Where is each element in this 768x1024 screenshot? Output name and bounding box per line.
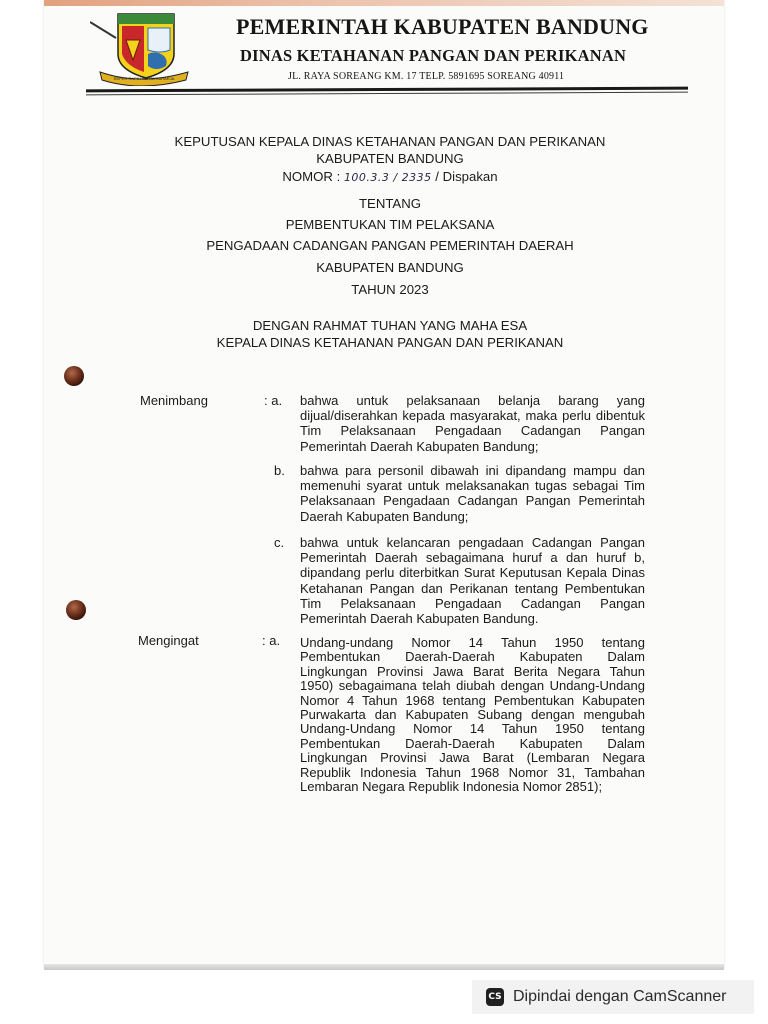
camscanner-badge [472,980,754,1014]
punch-hole-bottom [66,600,86,620]
menimbang-c-text: bahwa untuk kelancaran pengadaan Cadangan Pangan Pemerintah Daerah sebagaimana huruf a dan huruf b, dipandang perlu diterbitkan Surat Keputusan Kepala Dinas Ketahanan Pangan dan Perikanan tentang Pembentukan Tim Pelaksanaan Pengadaan Cadangan Pangan Pemerintah Daerah Kabupaten Bandung. [300,535,645,627]
preamble-line2: KEPALA DINAS KETAHANAN PANGAN DAN PERIKANAN [216,335,564,350]
decree-number-prefix: NOMOR : [282,169,344,184]
letterhead-government: PEMERINTAH KABUPATEN BANDUNG [236,14,649,39]
mengingat-a-text: Undang-undang Nomor 14 Tahun 1950 tentang Pembentukan Daerah-Daerah Kabupaten Dalam Lingkungan Provinsi Jawa Barat Berita Negara Tahun 1950) sebagaimana telah diubah dengan Undang-Undang Nomor 4 Tahun 1968 tentang Pembentukan Kabupaten Purwakarta dan Kabupaten Subang dengan mengubah Undang-Undang Nomor 14 Tahun 1950 tentang Pembentukan Daerah-Daerah Kabupaten Dalam Lingkungan Provinsi Jawa Barat (Lembaran Negara Republik Indonesia Tahun 1968 Nomor 31, Tambahan Lembaran Negara Republik Indonesia Nomor 2851); [300,635,645,795]
kabupaten-bandung-logo [90,10,190,86]
menimbang-c-marker: c. [274,535,285,550]
decree-title-line2: KABUPATEN BANDUNG [316,151,464,166]
camscanner-text: Dipindai dengan CamScanner [513,988,727,1005]
page-bottom-edge [44,964,724,970]
menimbang-a-text: bahwa untuk pelaksanaan belanja barang yang dijual/diserahkan kepada masyarakat, maka perlu dibentuk Tim Pelaksanaan Pengadaan Cadangan Pangan Pemerintah Daerah Kabupaten Bandung; [300,393,645,454]
logo-ribbon-text: REPEH RAPIH KERTA RAHARJA [113,76,175,81]
subject-line4: TAHUN 2023 [351,282,429,297]
subject-line3: KABUPATEN BANDUNG [316,260,464,275]
subject-line1: PEMBENTUKAN TIM PELAKSANA [285,217,495,232]
camscanner-icon: CS [486,988,504,1006]
mengingat-label: Mengingat [138,633,199,648]
letterhead-address: JL. RAYA SOREANG KM. 17 TELP. 5891695 SOREANG 40911 [288,71,565,82]
page-top-edge [44,0,724,6]
menimbang-label: Menimbang [140,393,208,408]
decree-number-handwritten: 100.3.3 / 2335 [343,171,432,184]
subject-line2: PENGADAAN CADANGAN PANGAN PEMERINTAH DAERAH [206,238,574,253]
preamble-line1: DENGAN RAHMAT TUHAN YANG MAHA ESA [252,318,528,333]
menimbang-b-text: bahwa para personil dibawah ini dipandang mampu dan memenuhi syarat untuk melaksanakan tugas sebagai Tim Pelaksanaan Pengadaan Cadangan Pangan Pemerintah Daerah Kabupaten Bandung; [300,463,645,524]
decree-number-suffix: / Dispakan [431,169,498,184]
decree-number [140,169,640,184]
menimbang-b-marker: b. [274,463,285,478]
tentang-label: TENTANG [358,196,422,211]
mengingat-a-marker: : a. [262,633,281,648]
menimbang-a-marker: : a. [264,393,283,408]
letterhead-department: DINAS KETAHANAN PANGAN DAN PERIKANAN [240,46,627,65]
decree-title-line1: KEPUTUSAN KEPALA DINAS KETAHANAN PANGAN DAN PERIKANAN [174,134,606,149]
punch-hole-top [64,366,84,386]
